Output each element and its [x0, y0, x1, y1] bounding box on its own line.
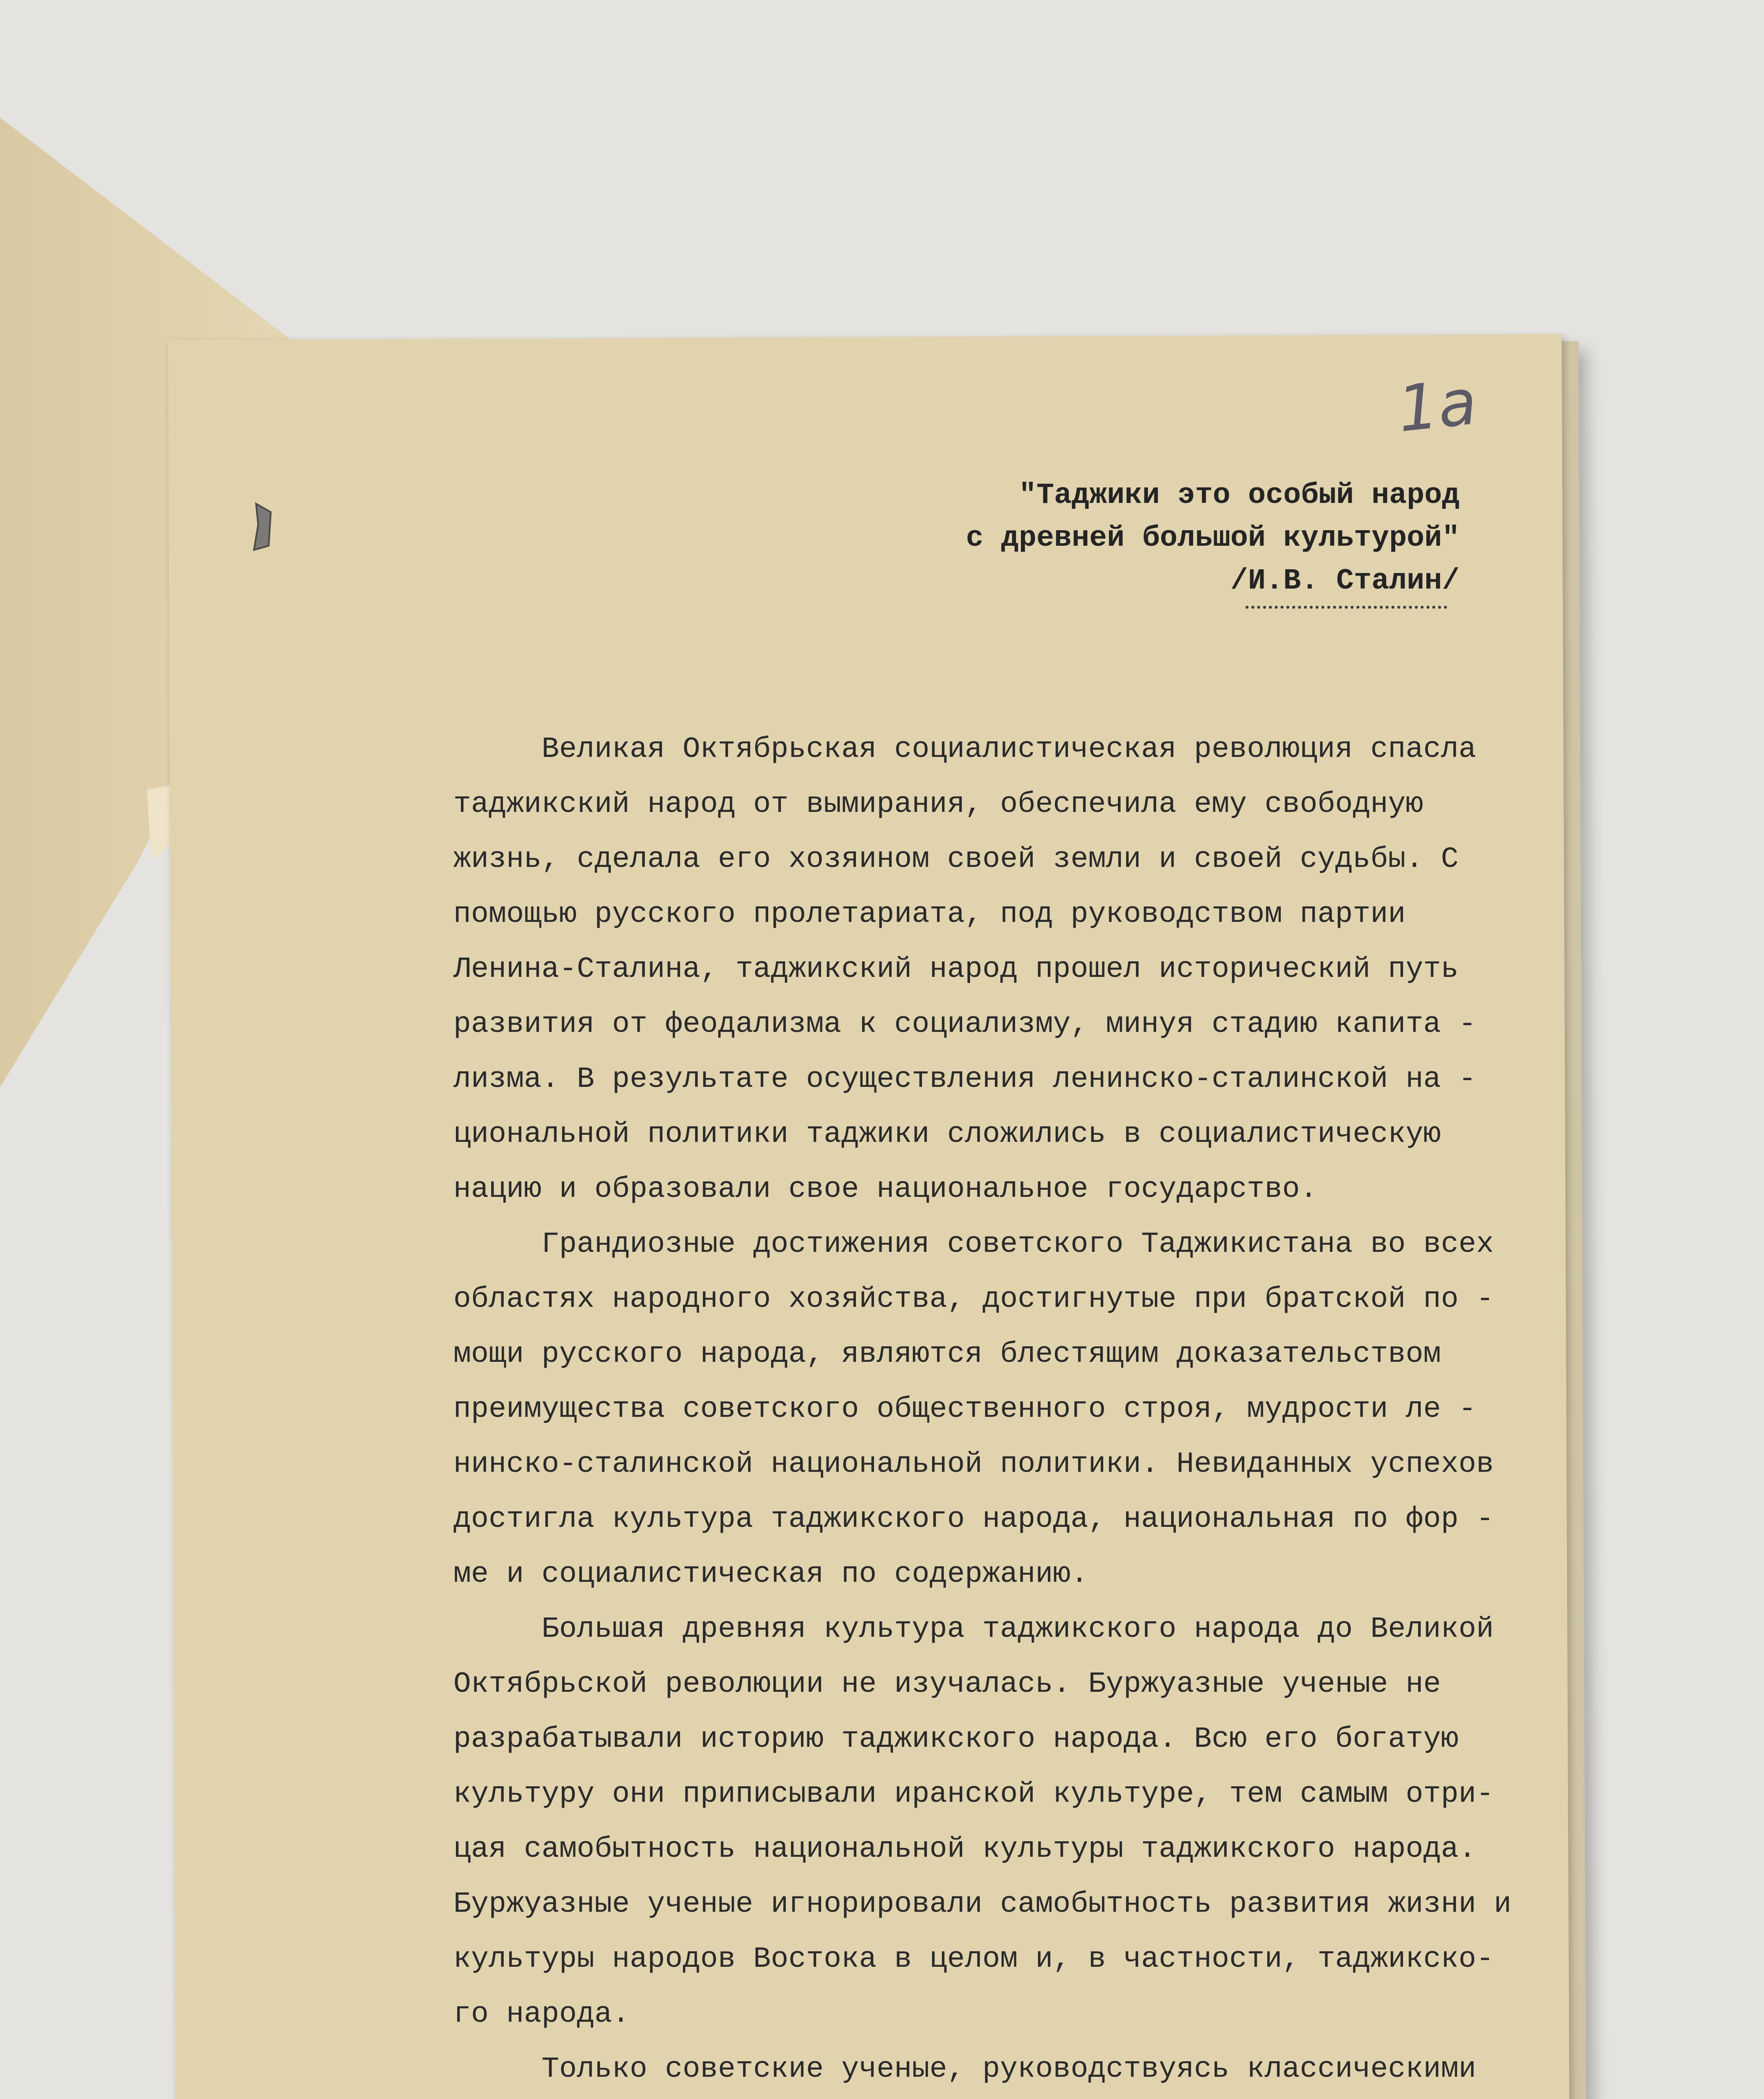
text-line: разрабатывали историю таджикского народа. Всю его богатую [453, 1723, 1459, 1756]
staple-icon [248, 500, 277, 554]
text-line: ме и социалистическая по содержанию. [453, 1558, 1089, 1591]
text-line: таджикский народ от вымирания, обеспечила ему свободную [453, 788, 1424, 821]
text-line: Буржуазные ученые игнорировали самобытность развития жизни и [453, 1888, 1512, 1921]
text-line: нинско-сталинской национальной политики. Невиданных успехов [453, 1448, 1494, 1481]
text-line: областях народного хозяйства, достигнутые при братской по - [453, 1283, 1494, 1316]
text-line: го народа. [453, 1998, 630, 2031]
text-line: помощью русского пролетариата, под руководством партии [453, 898, 1406, 931]
text-line: культуры народов Востока в целом и, в частности, таджикско- [453, 1943, 1494, 1976]
attribution-underline [1246, 602, 1447, 609]
text-line: Октябрьской революции не изучалась. Буржуазные ученые не [453, 1668, 1441, 1701]
page-number: 1а [1394, 365, 1480, 447]
text-line: циональной политики таджики сложились в социалистическую [453, 1118, 1441, 1151]
text-line: нацию и образовали свое национальное государство. [453, 1173, 1318, 1206]
epigraph-line-2: с древней большой культурой" [966, 522, 1460, 555]
text-line: Большая древняя культура таджикского народа до Великой [542, 1613, 1494, 1646]
text-line: преимущества советского общественного строя, мудрости ле - [453, 1393, 1476, 1426]
text-line: развития от феодализма к социализму, минуя стадию капита - [453, 1008, 1476, 1041]
attribution-text: /И.В. Сталин/ [1230, 565, 1460, 598]
text-line: культуру они приписывали иранской культуре, тем самым отри- [453, 1778, 1494, 1811]
text-line: достигла культура таджикского народа, национальная по фор - [453, 1503, 1494, 1536]
text-line [453, 2097, 1486, 2099]
body-text [453, 722, 1512, 2099]
text-line: Великая Октябрьская социалистическая революция спасла [542, 733, 1476, 766]
text-line: цая самобытность национальной культуры таджикского народа. [453, 1833, 1476, 1866]
text-line: Грандиозные достижения советского Таджикистана во всех [542, 1228, 1494, 1261]
text-line: Только советские ученые, руководствуясь классическими [542, 2053, 1476, 2086]
text-line: мощи русского народа, являются блестящим доказательством [453, 1338, 1441, 1371]
epigraph-line-1: "Таджики это особый народ [1018, 479, 1460, 512]
epigraph [966, 474, 1460, 603]
text-line: Ленина-Сталина, таджикский народ прошел исторический путь [453, 953, 1459, 986]
text-line: жизнь, сделала его хозяином своей земли и своей судьбы. С [453, 843, 1459, 876]
epigraph-attribution [1230, 560, 1460, 603]
text-line: лизма. В результате осуществления ленинско-сталинской на - [453, 1063, 1476, 1096]
